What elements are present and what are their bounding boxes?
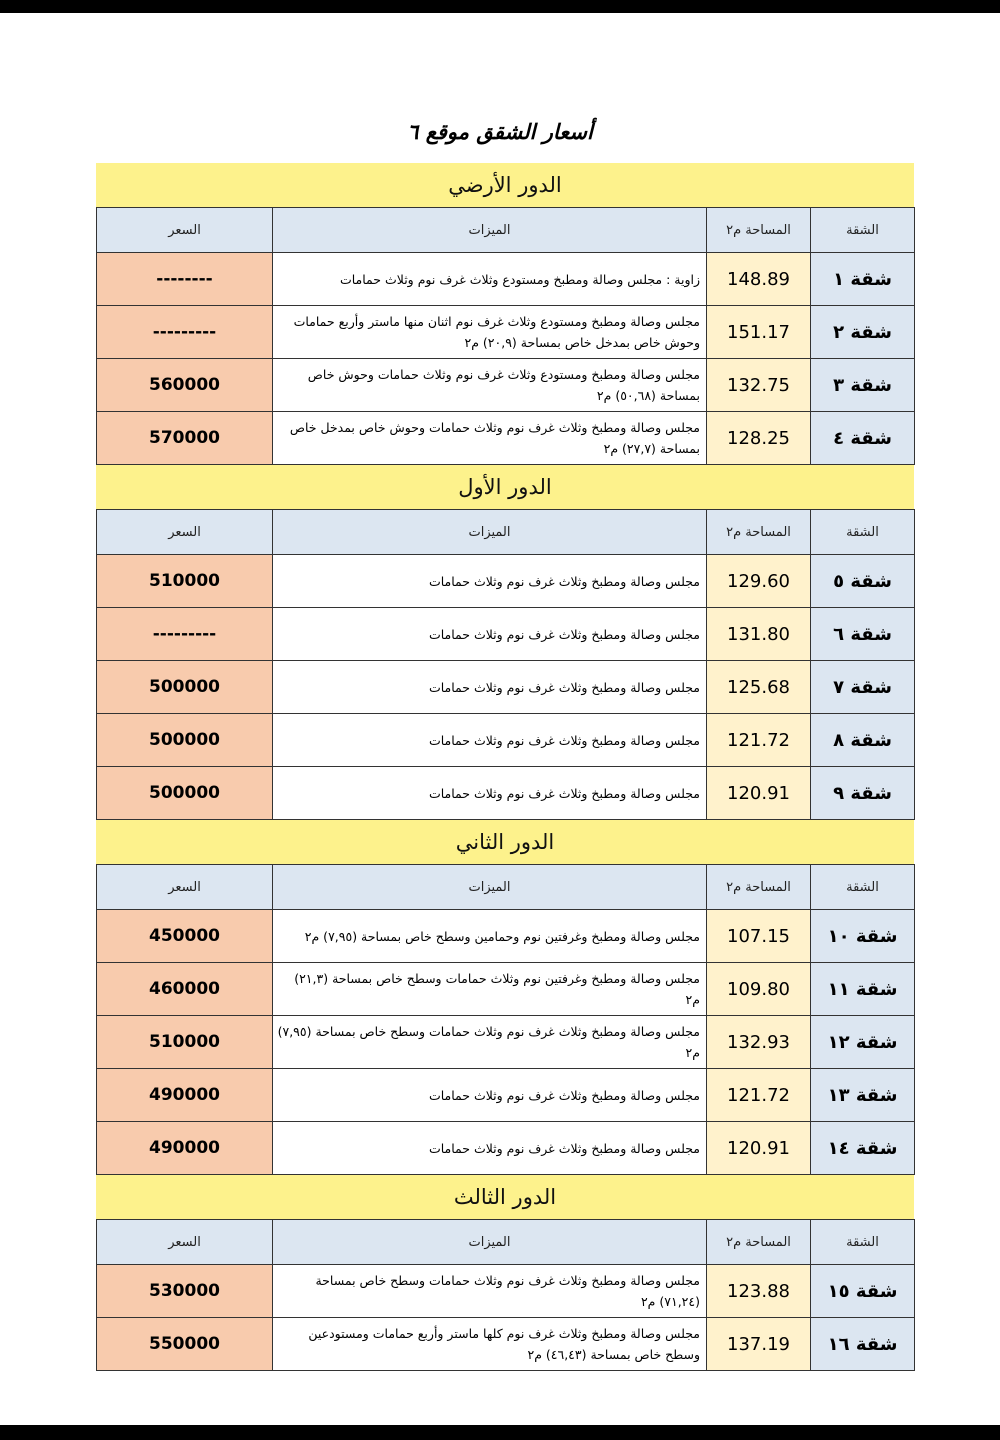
- price-column-header: السعر: [97, 1220, 273, 1265]
- floor-heading: الدور الثالث: [96, 1175, 914, 1219]
- features-column-header: الميزات: [273, 510, 707, 555]
- floor-section: [96, 465, 914, 820]
- floor-heading: الدور الأول: [96, 465, 914, 509]
- area-column-header: المساحة م٢: [707, 1220, 811, 1265]
- unit-cell: شقة ١٣: [811, 1069, 915, 1122]
- unit-cell: شقة ١٦: [811, 1318, 915, 1371]
- price-cell: 570000: [97, 412, 273, 465]
- top-black-bar: [0, 0, 1000, 13]
- floor-table: [96, 1219, 915, 1371]
- price-cell: 500000: [97, 767, 273, 820]
- price-cell: 450000: [97, 910, 273, 963]
- table-row: [97, 1122, 915, 1175]
- area-cell: 132.75: [707, 359, 811, 412]
- price-cell: 500000: [97, 661, 273, 714]
- unit-cell: شقة ٤: [811, 412, 915, 465]
- floor-heading: الدور الثاني: [96, 820, 914, 864]
- bottom-black-bar: [0, 1425, 1000, 1440]
- unit-column-header: الشقة: [811, 1220, 915, 1265]
- price-column-header: السعر: [97, 510, 273, 555]
- price-column-header: السعر: [97, 208, 273, 253]
- price-cell: --------: [97, 253, 273, 306]
- price-cell: 530000: [97, 1265, 273, 1318]
- price-cell: 560000: [97, 359, 273, 412]
- unit-cell: شقة ٦: [811, 608, 915, 661]
- area-cell: 121.72: [707, 1069, 811, 1122]
- unit-cell: شقة ١١: [811, 963, 915, 1016]
- features-cell: مجلس وصالة ومطبخ وثلاث غرف نوم وثلاث حمامات وسطح خاص بمساحة (٧١,٢٤) م٢: [273, 1265, 707, 1318]
- table-row: [97, 1265, 915, 1318]
- price-cell: 490000: [97, 1069, 273, 1122]
- table-row: [97, 412, 915, 465]
- features-cell: مجلس وصالة ومطبخ وغرفتين نوم وحمامين وسطح خاص بمساحة (٧,٩٥) م٢: [273, 910, 707, 963]
- header-row: [97, 208, 915, 253]
- table-row: [97, 767, 915, 820]
- price-cell: 460000: [97, 963, 273, 1016]
- table-row: [97, 661, 915, 714]
- table-row: [97, 1069, 915, 1122]
- features-cell: مجلس وصالة ومطبخ وثلاث غرف نوم كلها ماستر وأربع حمامات ومستودعين وسطح خاص بمساحة (٤٦,٤٣) م٢: [273, 1318, 707, 1371]
- table-row: [97, 306, 915, 359]
- table-row: [97, 1318, 915, 1371]
- features-cell: مجلس وصالة ومطبخ ومستودع وثلاث غرف نوم وثلاث حمامات وحوش خاص بمساحة (٥٠,٦٨) م٢: [273, 359, 707, 412]
- header-row: [97, 1220, 915, 1265]
- area-cell: 107.15: [707, 910, 811, 963]
- features-cell: مجلس وصالة ومطبخ وثلاث غرف نوم وثلاث حمامات: [273, 661, 707, 714]
- floor-table: [96, 207, 915, 465]
- page-title: أسعار الشقق موقع ٦: [407, 119, 593, 144]
- features-column-header: الميزات: [273, 208, 707, 253]
- unit-cell: شقة ١٤: [811, 1122, 915, 1175]
- price-cell: 490000: [97, 1122, 273, 1175]
- price-column-header: السعر: [97, 865, 273, 910]
- unit-column-header: الشقة: [811, 865, 915, 910]
- floor-section: [96, 163, 914, 465]
- table-row: [97, 359, 915, 412]
- price-cell: 500000: [97, 714, 273, 767]
- price-cell: 510000: [97, 1016, 273, 1069]
- unit-cell: شقة ٢: [811, 306, 915, 359]
- area-cell: 128.25: [707, 412, 811, 465]
- area-cell: 151.17: [707, 306, 811, 359]
- unit-cell: شقة ٥: [811, 555, 915, 608]
- features-cell: مجلس وصالة ومطبخ وثلاث غرف نوم وثلاث حمامات: [273, 714, 707, 767]
- area-cell: 131.80: [707, 608, 811, 661]
- features-cell: مجلس وصالة ومطبخ وثلاث غرف نوم وثلاث حمامات: [273, 555, 707, 608]
- table-row: [97, 963, 915, 1016]
- area-cell: 132.93: [707, 1016, 811, 1069]
- floor-section: [96, 1175, 914, 1371]
- header-row: [97, 865, 915, 910]
- features-cell: مجلس وصالة ومطبخ وثلاث غرف نوم وثلاث حمامات: [273, 1069, 707, 1122]
- features-column-header: الميزات: [273, 1220, 707, 1265]
- unit-cell: شقة ٩: [811, 767, 915, 820]
- price-sheet: [96, 163, 914, 1371]
- features-cell: مجلس وصالة ومطبخ وثلاث غرف نوم وثلاث حمامات: [273, 767, 707, 820]
- unit-cell: شقة ١٢: [811, 1016, 915, 1069]
- area-column-header: المساحة م٢: [707, 510, 811, 555]
- price-cell: ---------: [97, 306, 273, 359]
- features-cell: مجلس وصالة ومطبخ وثلاث غرف نوم وثلاث حمامات وحوش خاص بمدخل خاص بمساحة (٢٧,٧) م٢: [273, 412, 707, 465]
- area-cell: 120.91: [707, 1122, 811, 1175]
- area-cell: 148.89: [707, 253, 811, 306]
- area-cell: 121.72: [707, 714, 811, 767]
- features-cell: مجلس وصالة ومطبخ وغرفتين نوم وثلاث حمامات وسطح خاص بمساحة (٢١,٣) م٢: [273, 963, 707, 1016]
- area-cell: 125.68: [707, 661, 811, 714]
- unit-cell: شقة ١: [811, 253, 915, 306]
- header-row: [97, 510, 915, 555]
- features-cell: مجلس وصالة ومطبخ ومستودع وثلاث غرف نوم اثنان منها ماستر وأربع حمامات وحوش خاص بمدخل خاص بمساحة (٢٠,٩) م٢: [273, 306, 707, 359]
- price-cell: ---------: [97, 608, 273, 661]
- area-column-header: المساحة م٢: [707, 865, 811, 910]
- table-row: [97, 910, 915, 963]
- unit-column-header: الشقة: [811, 510, 915, 555]
- table-row: [97, 555, 915, 608]
- unit-column-header: الشقة: [811, 208, 915, 253]
- unit-cell: شقة ١٠: [811, 910, 915, 963]
- area-cell: 109.80: [707, 963, 811, 1016]
- table-row: [97, 608, 915, 661]
- features-cell: مجلس وصالة ومطبخ وثلاث غرف نوم وثلاث حمامات: [273, 608, 707, 661]
- price-cell: 510000: [97, 555, 273, 608]
- area-cell: 137.19: [707, 1318, 811, 1371]
- area-cell: 129.60: [707, 555, 811, 608]
- unit-cell: شقة ٣: [811, 359, 915, 412]
- features-cell: زاوية : مجلس وصالة ومطبخ ومستودع وثلاث غرف نوم وثلاث حمامات: [273, 253, 707, 306]
- floor-section: [96, 820, 914, 1175]
- table-row: [97, 1016, 915, 1069]
- features-cell: مجلس وصالة ومطبخ وثلاث غرف نوم وثلاث حمامات: [273, 1122, 707, 1175]
- table-row: [97, 714, 915, 767]
- price-cell: 550000: [97, 1318, 273, 1371]
- unit-cell: شقة ٨: [811, 714, 915, 767]
- area-cell: 120.91: [707, 767, 811, 820]
- unit-cell: شقة ٧: [811, 661, 915, 714]
- floor-heading: الدور الأرضي: [96, 163, 914, 207]
- unit-cell: شقة ١٥: [811, 1265, 915, 1318]
- floor-table: [96, 509, 915, 820]
- floor-table: [96, 864, 915, 1175]
- features-column-header: الميزات: [273, 865, 707, 910]
- table-row: [97, 253, 915, 306]
- area-cell: 123.88: [707, 1265, 811, 1318]
- area-column-header: المساحة م٢: [707, 208, 811, 253]
- features-cell: مجلس وصالة ومطبخ وثلاث غرف نوم وثلاث حمامات وسطح خاص بمساحة (٧,٩٥) م٢: [273, 1016, 707, 1069]
